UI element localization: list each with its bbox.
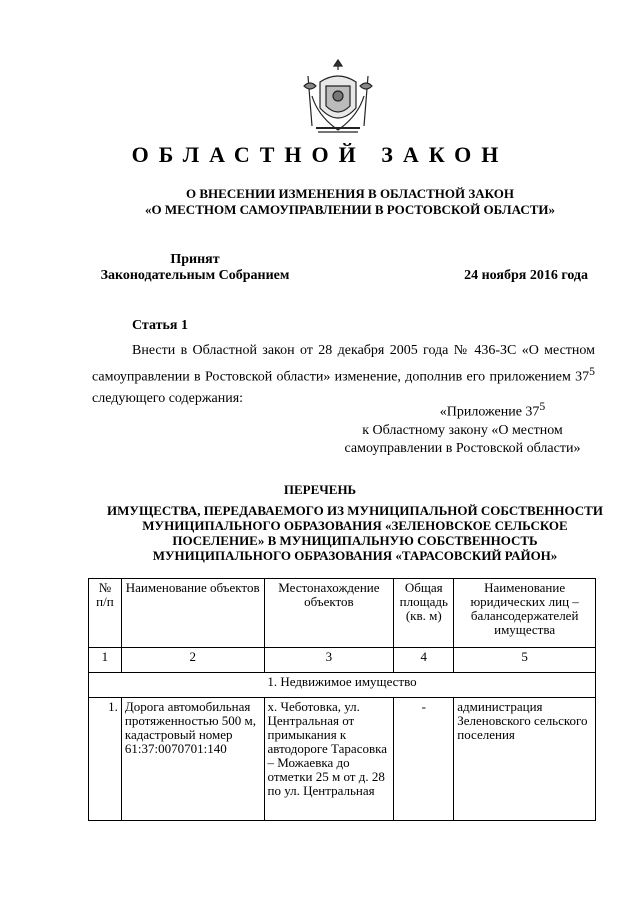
table-row: [89, 698, 596, 821]
document-title: ОБЛАСТНОЙ ЗАКОН: [131, 142, 509, 167]
property-table: [88, 578, 596, 821]
list-title-line-2: МУНИЦИПАЛЬНОГО ОБРАЗОВАНИЯ «ЗЕЛЕНОВСКОЕ СЕЛЬСКОЕ: [142, 518, 568, 533]
header-name: Наименование объектов: [121, 579, 264, 648]
table-column-numbers-row: [89, 648, 596, 673]
subtitle-line-1: О ВНЕСЕНИИ ИЗМЕНЕНИЯ В ОБЛАСТНОЙ ЗАКОН: [186, 186, 514, 201]
column-number: 4: [394, 648, 454, 673]
adopted-line-2: Законодательным Собранием: [100, 268, 290, 283]
row-area: -: [394, 698, 454, 821]
row-name: Дорога автомобильная протяженностью 500 м, кадастровый номер 61:37:0070701:140: [121, 698, 264, 821]
column-number: 5: [454, 648, 596, 673]
header-area: Общая площадь (кв. м): [394, 579, 454, 648]
column-number: 3: [264, 648, 394, 673]
annex-reference: [330, 398, 595, 458]
list-title-line-4: МУНИЦИПАЛЬНОГО ОБРАЗОВАНИЯ «ТАРАСОВСКИЙ РАЙОН»: [152, 548, 558, 563]
subtitle-line-2: «О МЕСТНОМ САМОУПРАВЛЕНИИ В РОСТОВСКОЙ ОБЛАСТИ»: [145, 202, 555, 217]
table-section-row: [89, 673, 596, 698]
law-subtitle: [60, 186, 640, 218]
column-number: 2: [121, 648, 264, 673]
annex-line-3: самоуправлении в Ростовской области»: [344, 440, 581, 456]
annex-sup: 5: [539, 400, 546, 413]
adopted-line-1: Принят: [170, 252, 220, 267]
article-heading: Статья 1: [132, 318, 188, 333]
annex-line-2: к Областному закону «О местном: [362, 422, 563, 438]
list-title: [70, 503, 640, 563]
adopted-date: 24 ноября 2016 года: [464, 268, 588, 283]
header-num: № п/п: [89, 579, 122, 648]
annex-line-1: [330, 398, 595, 422]
header-holder: Наименование юридических лиц – балансодержателей имущества: [454, 579, 596, 648]
row-number: 1.: [89, 698, 122, 821]
annex-line-1-text: «Приложение 37: [439, 404, 540, 420]
column-number: 1: [89, 648, 122, 673]
article-sup: 5: [589, 365, 595, 378]
list-title-line-3: ПОСЕЛЕНИЕ» В МУНИЦИПАЛЬНУЮ СОБСТВЕННОСТЬ: [172, 533, 538, 548]
header-location: Местонахождение объектов: [264, 579, 394, 648]
table-header-row: [89, 579, 596, 648]
row-holder: администрация Зеленовского сельского поселения: [454, 698, 596, 821]
list-heading: ПЕРЕЧЕНЬ: [283, 482, 357, 497]
row-location: х. Чеботовка, ул. Центральная от примыкания к автодороге Тарасовка – Можаевка до отметки 25 м от д. 28 по ул. Центральная: [264, 698, 394, 821]
adopted-by: [90, 252, 300, 284]
article-text-before: Внести в Областной закон от 28 декабря 2005 года № 436-ЗС «О местном самоуправлении в Ростовской области» изменение, дополнив его приложением 37: [92, 343, 595, 385]
coat-of-arms-emblem: [298, 56, 378, 138]
article-text-after: следующего содержания:: [92, 390, 244, 406]
list-title-line-1: ИМУЩЕСТВА, ПЕРЕДАВАЕМОГО ИЗ МУНИЦИПАЛЬНОЙ СОБСТВЕННОСТИ: [107, 503, 603, 518]
section-title: 1. Недвижимое имущество: [89, 673, 596, 698]
